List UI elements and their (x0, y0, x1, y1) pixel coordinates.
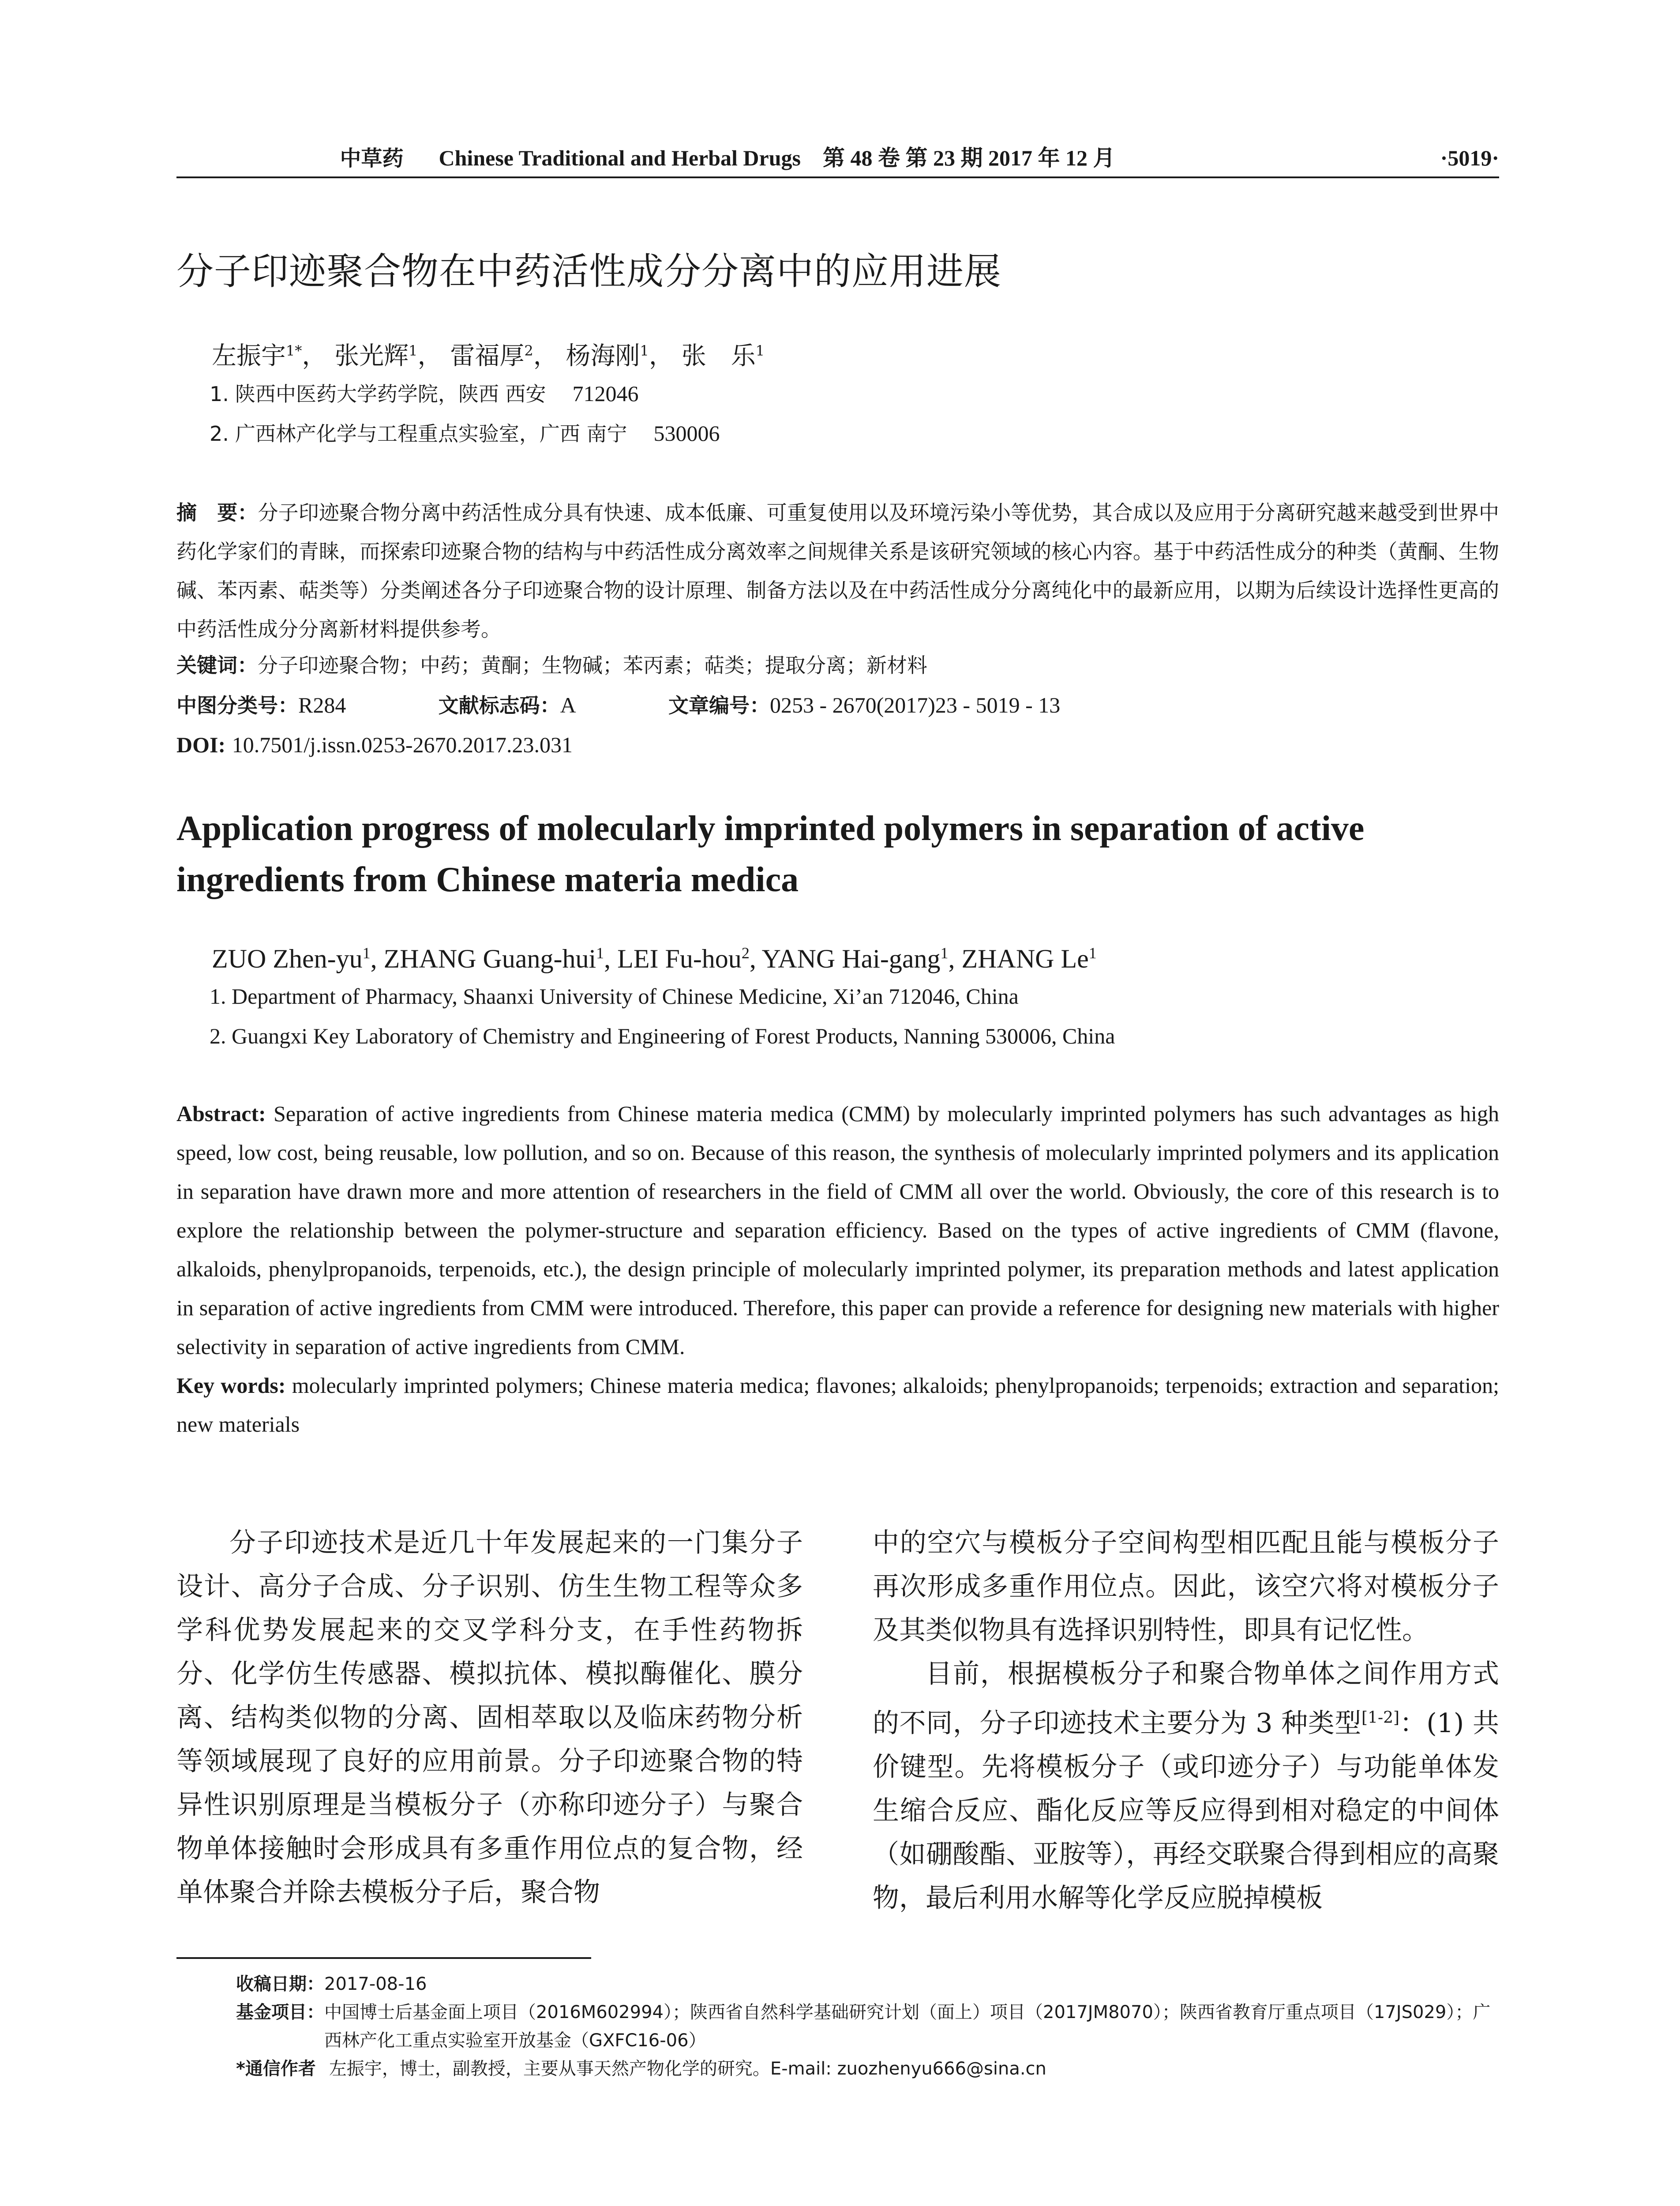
author-name: ZHANG Guang-hui (383, 944, 596, 973)
author-affiliation-mark: 1 (409, 342, 418, 359)
author-affiliation-mark: 1 (640, 342, 649, 359)
affiliation-text: 陕西中医药大学药学院，陕西 西安 (235, 382, 546, 406)
author-name: 张 乐 (681, 341, 756, 371)
article-number-label: 文章编号： (668, 694, 770, 717)
abstract-label-cn: 摘 要： (176, 501, 258, 525)
affiliation-en: 1. Department of Pharmacy, Shaanxi University of Chinese Medicine, Xi’an 712046, China (210, 984, 1019, 1009)
classification-line (176, 687, 1499, 723)
body-text: 目前，根据模板分子和聚合物单体之间作用方式的不同，分子印迹技术主要分为 3 种类型 (873, 1658, 1499, 1739)
keywords-text-en: molecularly imprinted polymers; Chinese materia medica; flavones; alkaloids; phenylpropanoids; terpenoids; extraction and separation; new materials (176, 1373, 1499, 1437)
doi-label: DOI: (176, 732, 226, 757)
header-rule (176, 176, 1499, 178)
body-text: ：(1) 共价键型。先将模板分子（或印迹分子）与功能单体发生缩合反应、酯化反应等反应得到相对稳定的中间体（如硼酸酯、亚胺等），再经交联聚合得到相应的高聚物，最后利用水解等化学反应脱掉模板 (873, 1708, 1500, 1913)
affiliation-cn (210, 419, 720, 448)
author-affiliation-mark: 1 (1088, 944, 1097, 962)
author-name: LEI Fu-hou (617, 944, 742, 973)
keywords-cn (176, 648, 1499, 683)
author-affiliation-mark: 2 (524, 342, 533, 359)
clc-label: 中图分类号： (176, 694, 298, 717)
article-title-en: Application progress of molecularly imprinted polymers in separation of active ingredients from Chinese materia medica (176, 809, 1365, 899)
author-name: YANG Hai-gang (761, 944, 941, 973)
footnote-fund (236, 1998, 1499, 2055)
author-list-cn: 左振宇$^{1*}$， 张光辉$^1$， 雷福厚$^2$， 杨海刚$^1$， 张 乐$^1$ (212, 341, 765, 371)
article-number-value: 0253 - 2670(2017)23 - 5019 - 13 (769, 693, 1061, 717)
article-title-cn: 分子印迹聚合物在中药活性成分分离中的应用进展 (176, 250, 1002, 293)
author-affiliation-mark: 1 (940, 944, 949, 962)
doc-code-value: A (560, 693, 576, 717)
affiliation-text: 广西林产化学与工程重点实验室，广西 南宁 (235, 422, 627, 446)
abstract-en (176, 1094, 1499, 1444)
postal-code: 712046 (572, 381, 639, 406)
citation-ref[interactable]: [1-2] (1361, 1709, 1400, 1727)
affiliation-number: 2. (210, 422, 229, 446)
author-affiliation-mark: 1* (286, 342, 302, 359)
affiliation-cn (210, 379, 639, 408)
page-number: ·5019· (1440, 146, 1499, 170)
journal-name-cn: 中草药 (340, 146, 404, 171)
doc-code-label: 文献标志码： (438, 694, 560, 717)
journal-issue-info: Chinese Traditional and Herbal Drugs 第 48 卷 第 23 期 2017 年 12 月 (439, 146, 1115, 170)
running-header (176, 140, 1499, 176)
abstract-text-cn: 分子印迹聚合物分离中药活性成分具有快速、成本低廉、可重复使用以及环境污染小等优势，其合成以及应用于分离研究越来越受到世界中药化学家们的青睐，而探索印迹聚合物的结构与中药活性成分离效率之间规律关系是该研究领域的核心内容。基于中药活性成分的种类（黄酮、生物碱、苯丙素、萜类等）分类阐述各分子印迹聚合物的设计原理、制备方法以及在中药活性成分分离纯化中的最新应用，以期为后续设计选择性更高的中药活性成分分离新材料提供参考。 (176, 501, 1499, 641)
author-affiliation-mark: 2 (741, 944, 750, 962)
received-label: 收稿日期： (236, 1974, 324, 1994)
footnote-corresponding (236, 2055, 1499, 2083)
affiliation-number: 1. (210, 382, 229, 406)
doi-value: 10.7501/j.issn.0253-2670.2017.23.031 (232, 732, 573, 757)
footnotes (236, 1970, 1499, 2083)
author-affiliation-mark: 1 (362, 944, 371, 962)
author-name: 左振宇 (212, 341, 286, 371)
author-name: 杨海刚 (566, 341, 640, 371)
keywords-label-en: Key words: (176, 1373, 286, 1398)
body-paragraph (873, 1652, 1499, 1920)
keywords-label-cn: 关键词： (176, 653, 258, 677)
clc-value: R284 (298, 693, 346, 717)
author-list-en: ZUO Zhen-$yu^1$, ZHANG Guang-hui$^1$, LEI Fu-hou$^2$, YANG Hai-gang$^1$, ZHANG Le$^1$ (212, 944, 1097, 973)
running-header-journal (176, 140, 1279, 176)
author-name: 张光辉 (334, 341, 409, 371)
affiliation-en: 2. Guangxi Key Laboratory of Chemistry and Engineering of Forest Products, Nanning 530006, China (210, 1024, 1115, 1048)
body-column-right (873, 1521, 1499, 1920)
corresponding-text: 左振宇，博士，副教授，主要从事天然产物化学的研究。E-mail: zuozhenyu666@sina.cn (329, 2059, 1046, 2079)
author-affiliation-mark: 1 (755, 342, 765, 359)
author-name: ZUO Zhen-yu (212, 944, 363, 973)
author-name: ZHANG Le (961, 944, 1089, 973)
doi-line (176, 727, 1499, 763)
postal-code: 530006 (653, 421, 720, 446)
body-paragraph: 分子印迹技术是近几十年发展起来的一门集分子设计、高分子合成、分子识别、仿生生物工程等众多学科优势发展起来的交叉学科分支，在手性药物拆分、化学仿生传感器、模拟抗体、模拟酶催化、膜分离、结构类似物的分离、固相萃取以及临床药物分析等领域展现了良好的应用前景。分子印迹聚合物的特异性识别原理是当模板分子（亦称印迹分子）与聚合物单体接触时会形成具有多重作用位点的复合物，经单体聚合并除去模板分子后，聚合物 (176, 1527, 803, 1908)
footnote-received (236, 1970, 1499, 1998)
author-name: 雷福厚 (450, 341, 525, 371)
fund-text: 中国博士后基金面上项目（2016M602994）；陕西省自然科学基础研究计划（面上）项目（2017JM8070）；陕西省教育厅重点项目（17JS029）；广西林产化工重点实验室开放基金（GXFC16-06） (324, 2002, 1491, 2051)
abstract-text-en: Separation of active ingredients from Chinese materia medica (CMM) by molecularly imprinted polymers has such advantages as high speed, low cost, being reusable, low pollution, and so on. Because of this reason, the synthesis of molecularly imprinted polymers and its application in separation have drawn more and more attention of researchers in the field of CMM all over the world. Obviously, the core of this research is to explore the relationship between the polymer-structure and separation efficiency. Based on the types of active ingredients of CMM (flavone, alkaloids, phenylpropanoids, terpenoids, etc.), the design principle of molecularly imprinted polymer, its preparation methods and latest application in separation of active ingredients from CMM were introduced. Therefore, this paper can provide a reference for designing new materials with higher selectivity in separation of active ingredients from CMM. (176, 1101, 1499, 1359)
body-paragraph: 中的空穴与模板分子空间构型相匹配且能与模板分子再次形成多重作用位点。因此，该空穴将对模板分子及其类似物具有选择识别特性，即具有记忆性。 (873, 1527, 1499, 1646)
abstract-cn (176, 493, 1499, 649)
fund-label: 基金项目： (236, 2002, 324, 2022)
footnote-rule (176, 1957, 591, 1959)
author-affiliation-mark: 1 (596, 944, 604, 962)
corresponding-label: *通信作者 (236, 2059, 316, 2079)
keywords-text-cn: 分子印迹聚合物；中药；黄酮；生物碱；苯丙素；萜类；提取分离；新材料 (258, 653, 927, 677)
body-column-left (176, 1521, 803, 1914)
received-date: 2017-08-16 (324, 1974, 427, 1994)
abstract-label-en: Abstract: (176, 1101, 266, 1126)
